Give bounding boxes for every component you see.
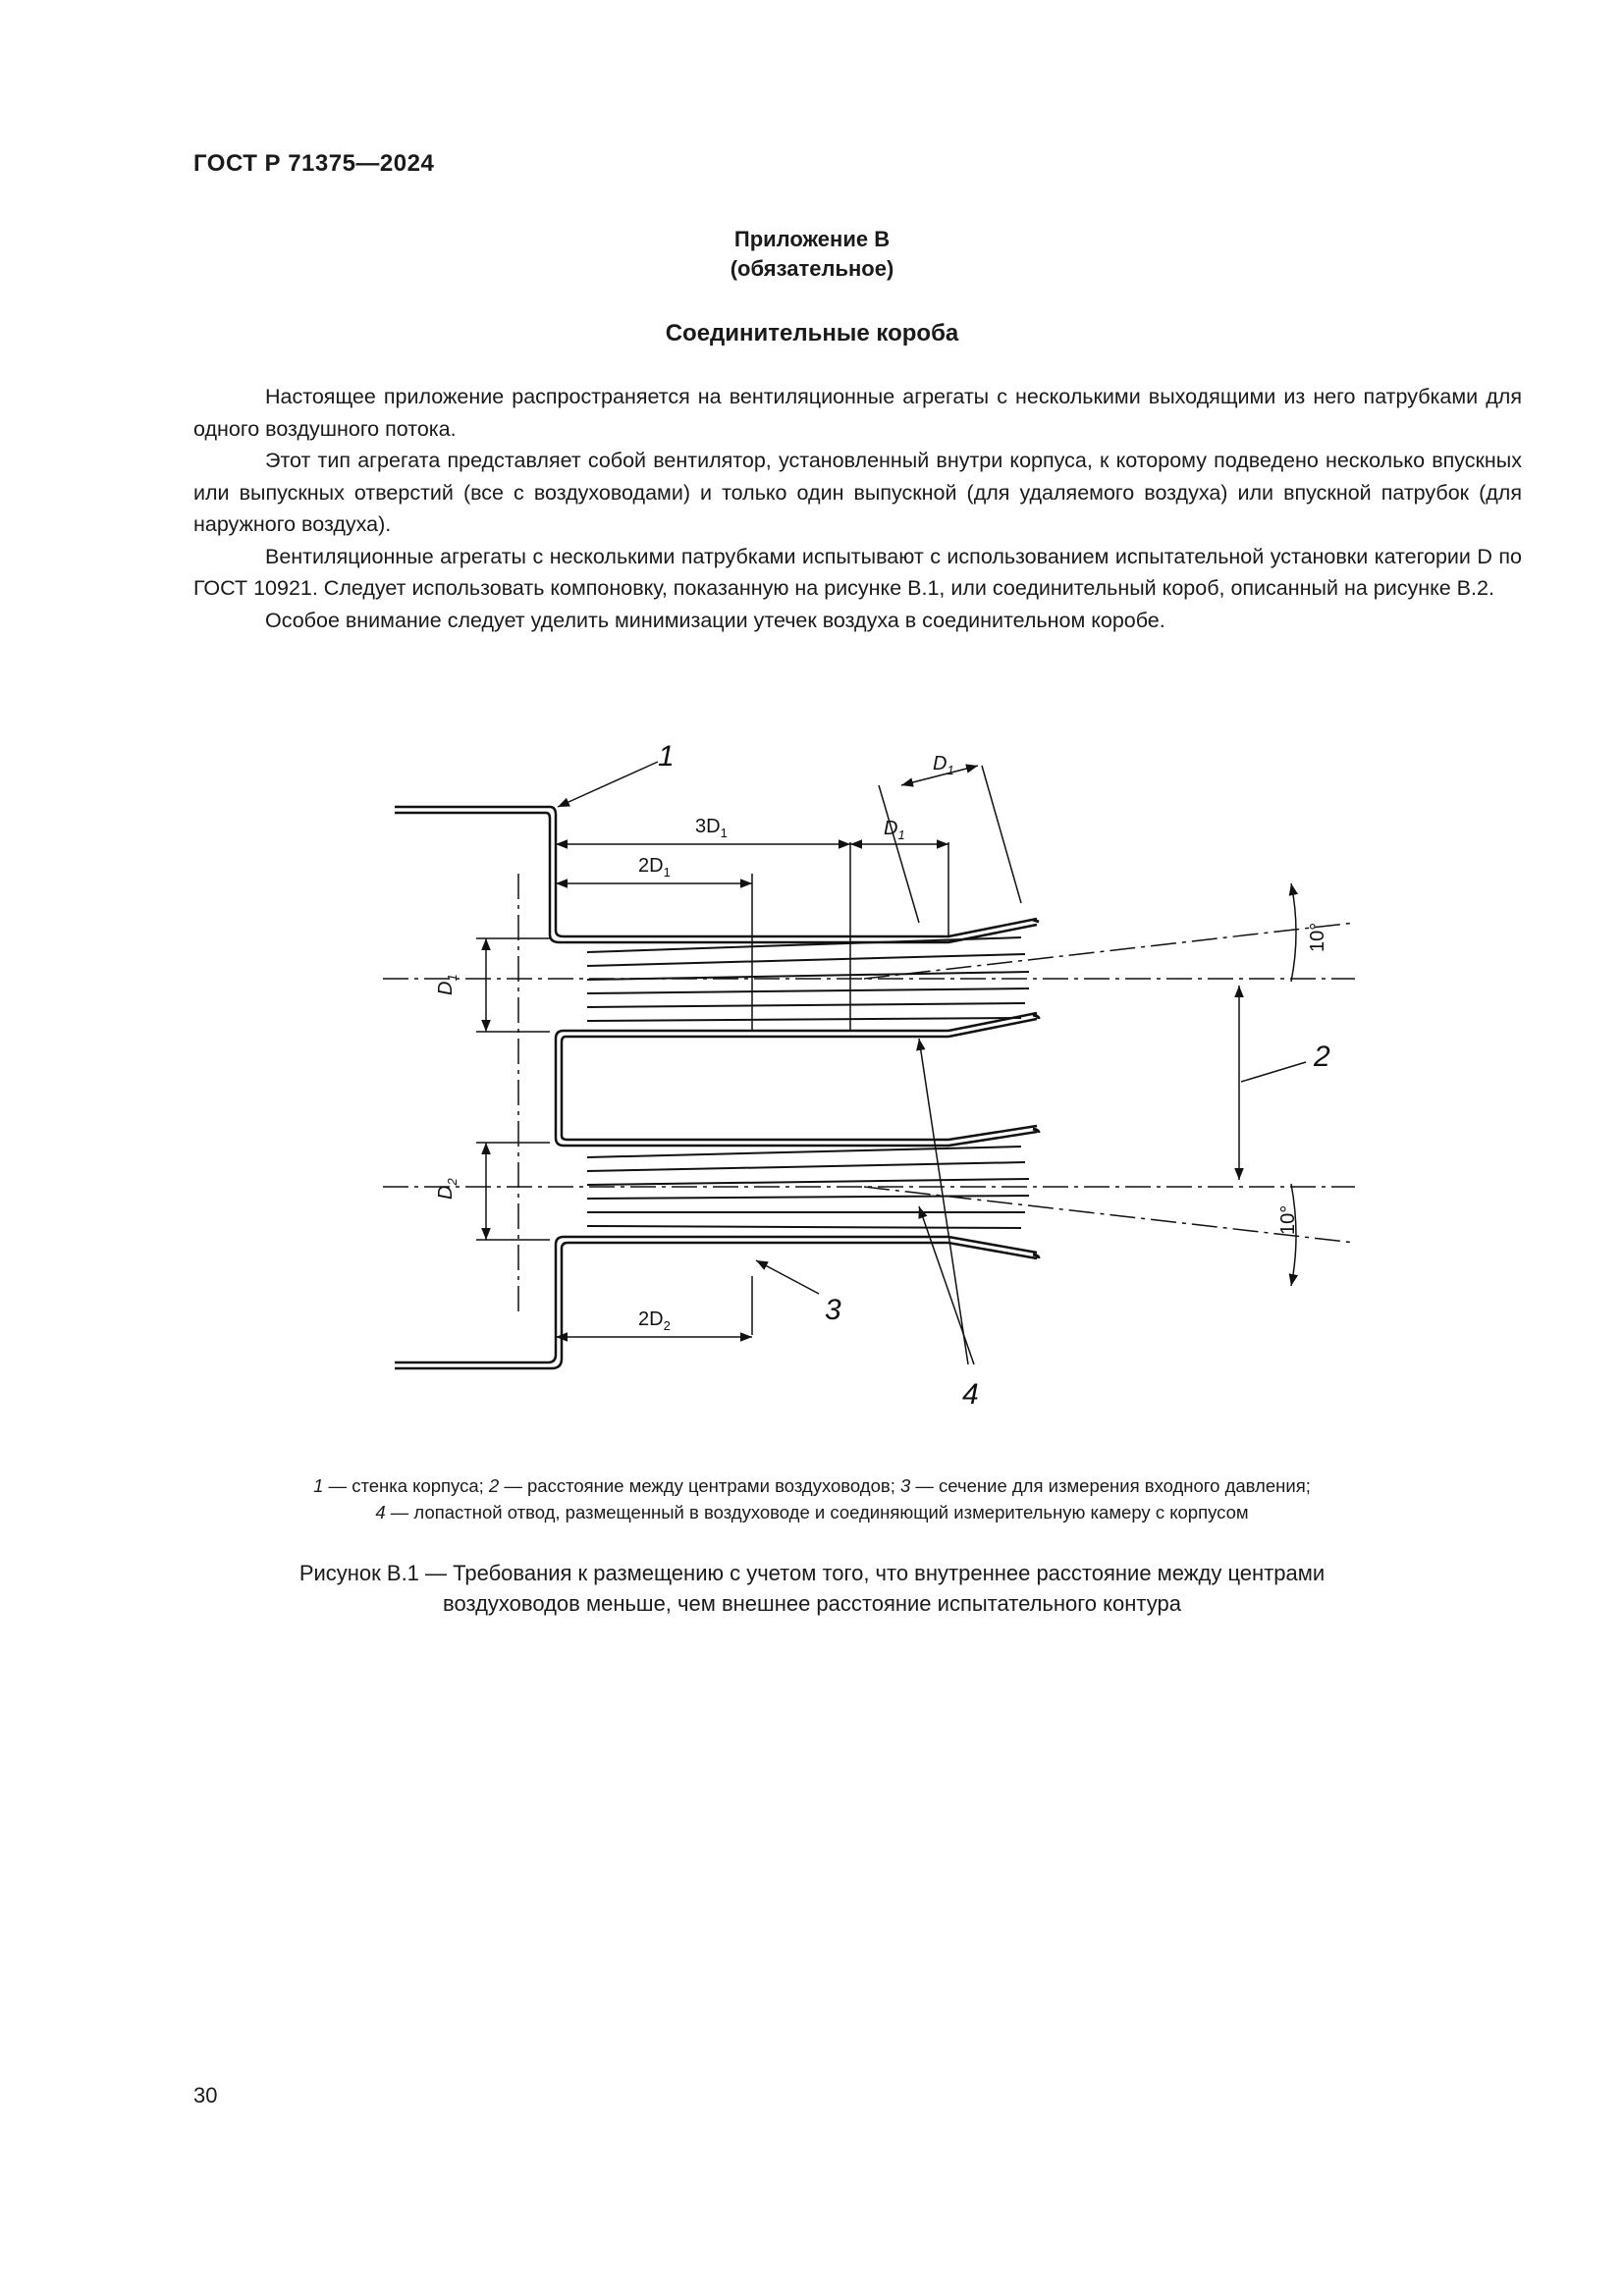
callout-1: 1 [658, 740, 675, 773]
vane-deflectors [587, 937, 1029, 1228]
casing-wall [395, 807, 1037, 1368]
dim-label-2d2: $2D_2$ [638, 1308, 671, 1333]
callout-numbers [658, 740, 1330, 1411]
dim-label-3d1: $3D_1$ [695, 816, 728, 840]
figure-b1 [373, 726, 1355, 1414]
dim-label-d2-left: $D_2$ [435, 1178, 460, 1200]
annex-title: Приложение В [733, 227, 891, 251]
figure-legend [0, 1472, 1624, 1525]
angle-label-bottom: 10° [1277, 1204, 1299, 1235]
legend-line-2: 4 — лопастной отвод, размещенный в воздуховоде и соединяющий измерительную камеру с корпусом [375, 1502, 1249, 1522]
centerlines [383, 874, 1355, 1315]
paragraph: Настоящее приложение распространяется на вентиляционные агрегаты с несколькими выходящими из него патрубками для одного воздушного потока. [193, 385, 1522, 441]
callout-2: 2 [1314, 1041, 1330, 1073]
dim-label-d1-slant: $D_1$ [933, 753, 954, 777]
dim-label-d1-left: $D_1$ [435, 974, 460, 995]
duct-mouths [1033, 920, 1039, 1258]
paragraph: Этот тип агрегата представляет собой вентилятор, установленный внутри корпуса, к которому подведено несколько впускных или выпускных отверстий (все с воздуховодами) и только один выпускной (для удаляемого воздуха) или впускной патрубок (для наружного воздуха). [193, 449, 1522, 536]
dim-label-2d1: $2D_1$ [638, 855, 671, 880]
section-heading: Соединительные короба [665, 320, 959, 347]
dimension-labels [435, 753, 1328, 1333]
callout-3: 3 [825, 1294, 841, 1326]
page-number: 30 [193, 2083, 218, 2108]
paragraph: Вентиляционные агрегаты с несколькими патрубками испытывают с использованием испытательной установки категории D по ГОСТ 10921. Следует использовать компоновку, показанную на рисунке В.1, или соединительный короб, описанный на рисунке В.2. [193, 544, 1522, 600]
leader-lines [558, 762, 1306, 1364]
body-text [193, 381, 1522, 636]
caption-line: Рисунок В.1 — Требования к размещению с учетом того, что внутреннее расстояние между центрами [298, 1561, 1326, 1585]
angle-label-top: 10° [1307, 922, 1328, 952]
ductwork-diagram [373, 726, 1355, 1414]
paragraph: Особое внимание следует уделить минимизации утечек воздуха в соединительном коробе. [265, 608, 1165, 632]
dim-label-d1-top: $D_1$ [884, 818, 905, 842]
caption-line: воздуховодов меньше, чем внешнее расстояние испытательного контура [443, 1591, 1181, 1616]
legend-line-1: 1 — стенка корпуса; 2 — расстояние между центрами воздуховодов; 3 — сечение для измерения входного давления; [313, 1475, 1311, 1496]
callout-4: 4 [962, 1378, 979, 1411]
figure-caption [0, 1558, 1624, 1619]
dimension-lines [476, 766, 1296, 1337]
annex-status: (обязательное) [730, 256, 894, 281]
document-header: ГОСТ Р 71375—2024 [193, 150, 435, 177]
